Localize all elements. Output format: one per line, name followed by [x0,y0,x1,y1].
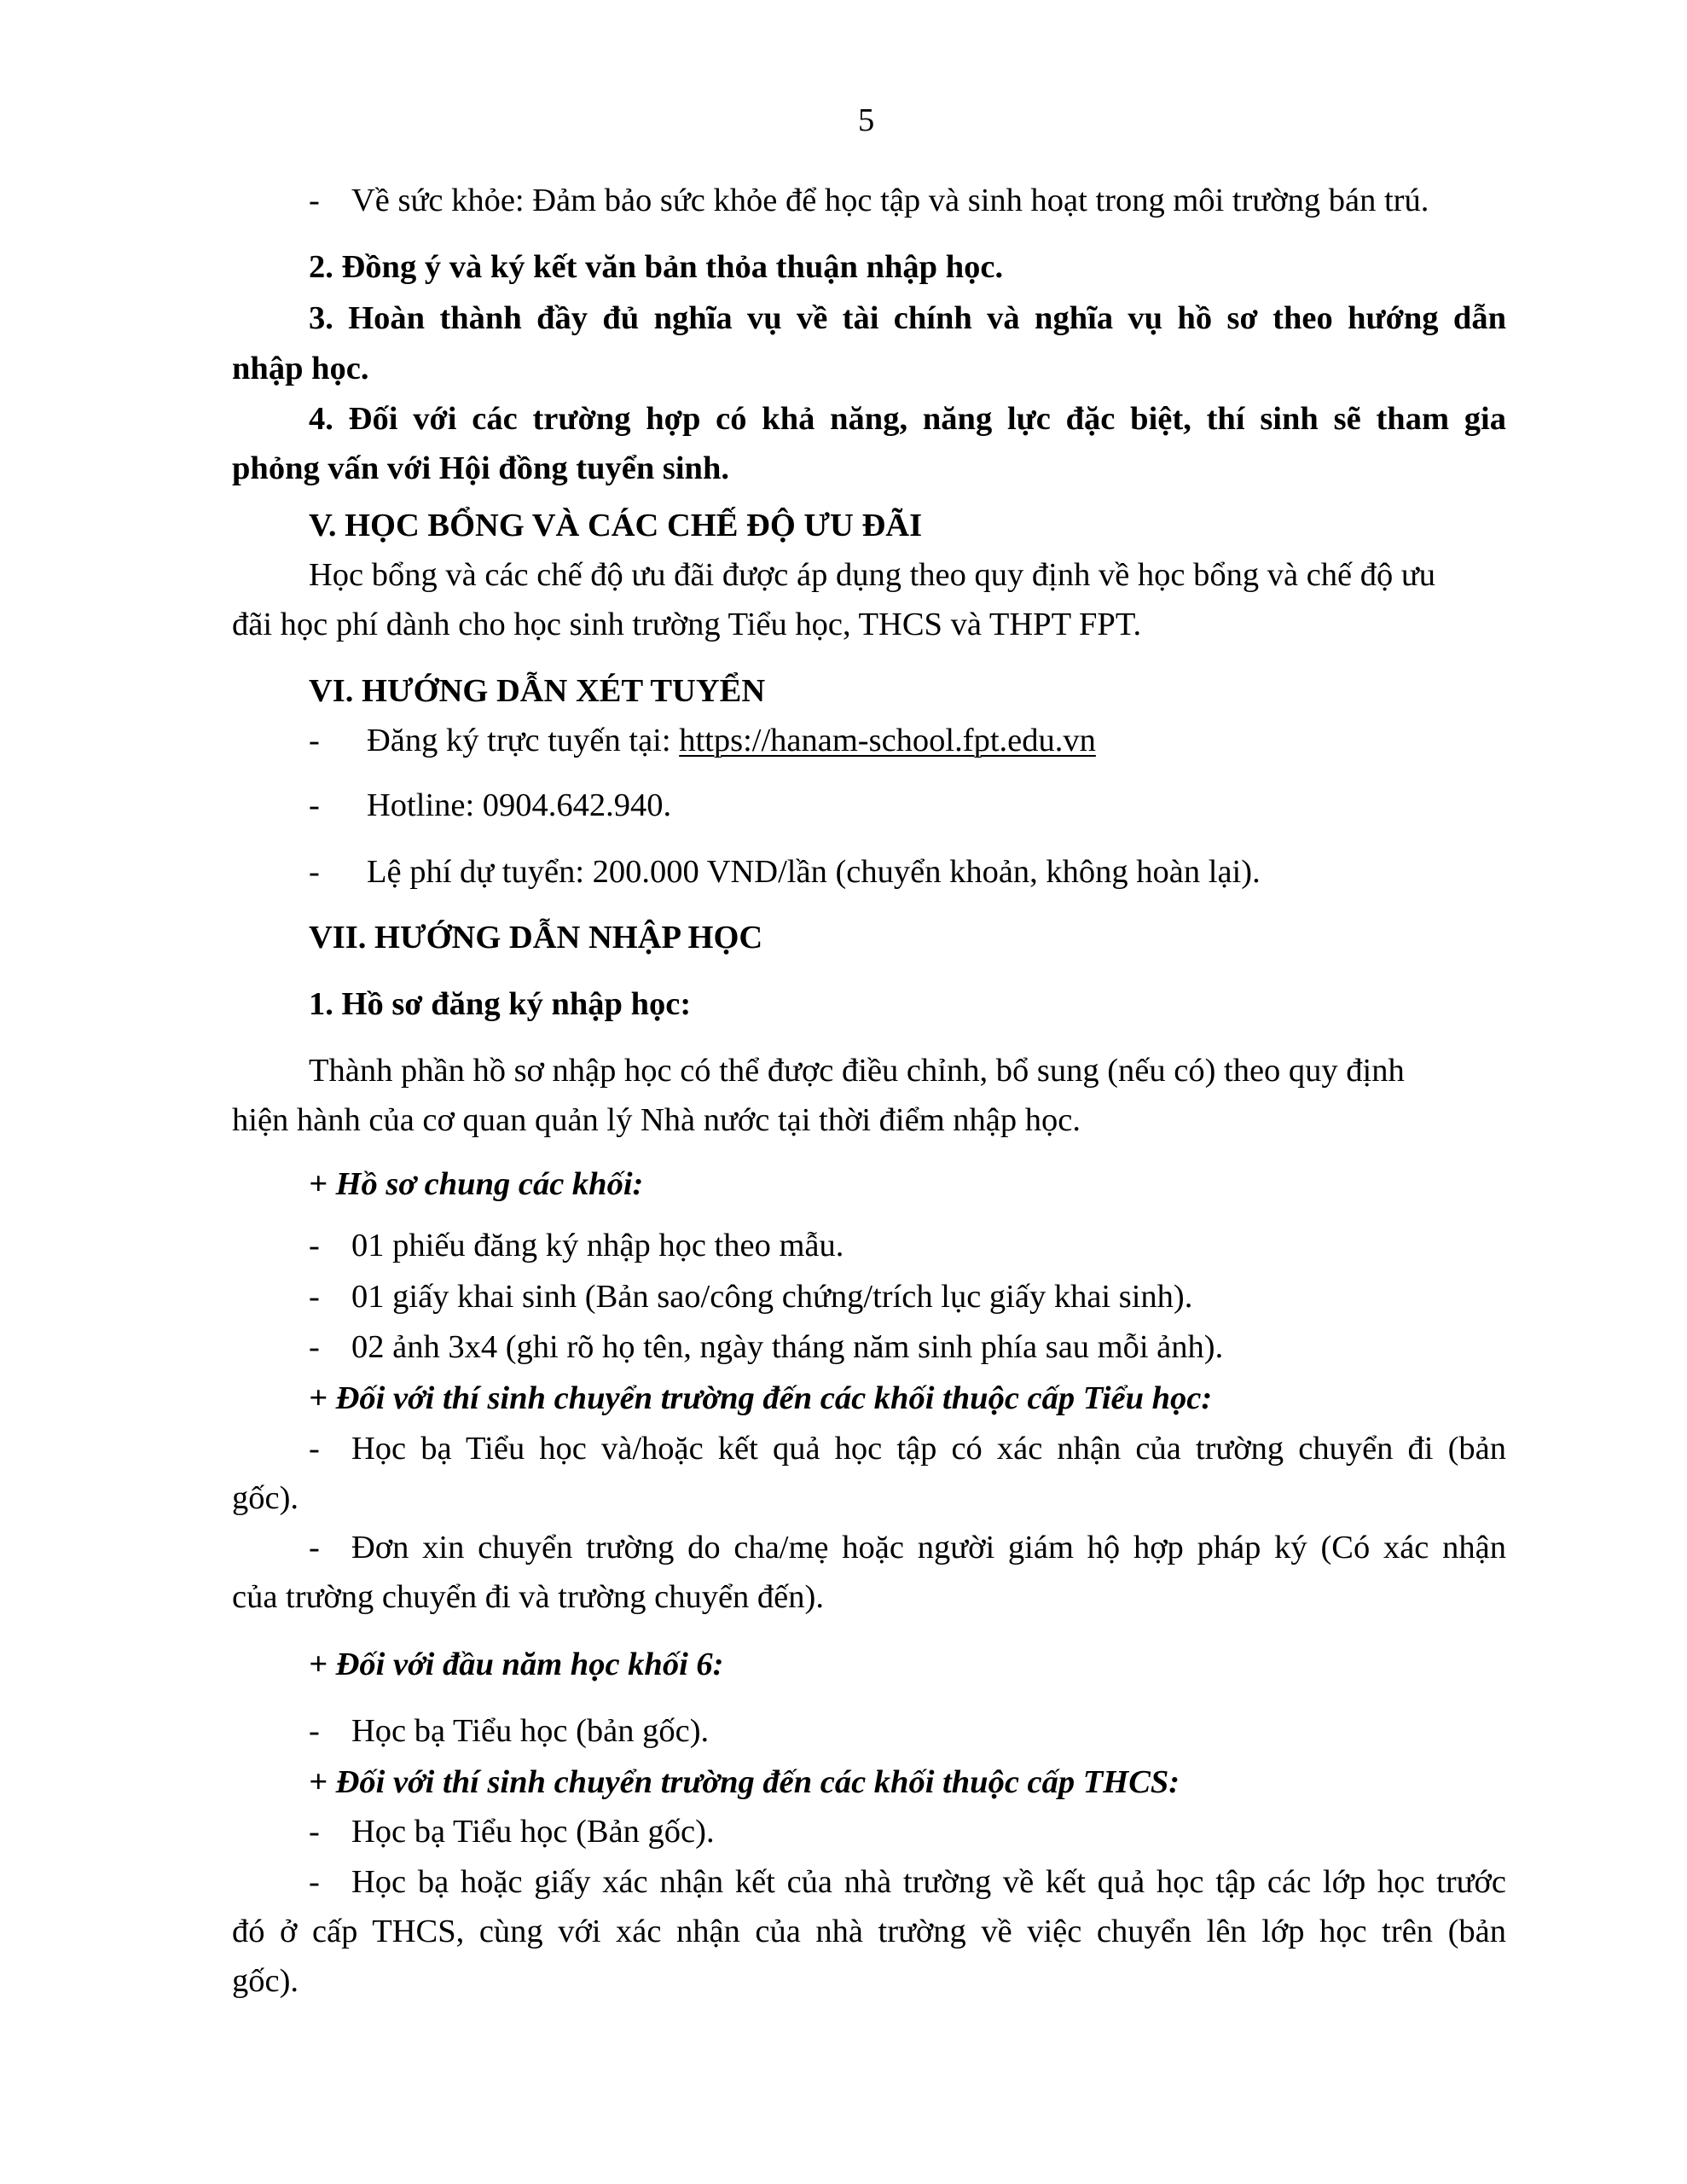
primary-doc-1-line2: gốc). [232,1480,299,1516]
section-5-paragraph-line1: Học bổng và các chế độ ưu đãi được áp dụng theo quy định về học bổng và chế độ ưu [309,557,1436,593]
section-5-paragraph-line2: đãi học phí dành cho học sinh trường Tiểu học, THCS và THPT FPT. [232,607,1142,642]
health-text: Về sức khỏe: Đảm bảo sức khỏe để học tập và sinh hoạt trong môi trường bán trú. [351,183,1429,218]
common-docs-heading: + Hồ sơ chung các khối: [309,1166,644,1202]
section-6-heading: VI. HƯỚNG DẪN XÉT TUYỂN [309,673,766,709]
thcs-transfer-heading: + Đối với thí sinh chuyển trường đến các khối thuộc cấp THCS: [309,1764,1180,1800]
hotline-text: Hotline: 0904.642.940. [367,787,672,823]
grade6-doc-1: - Học bạ Tiểu học (bản gốc). [309,1713,710,1749]
requirement-4-line2: phỏng vấn với Hội đồng tuyển sinh. [232,450,729,486]
registration-link[interactable]: https://hanam-school.fpt.edu.vn [679,723,1096,758]
subsection-1-heading: 1. Hồ sơ đăng ký nhập học: [309,986,692,1022]
common-doc-1: - 01 phiếu đăng ký nhập học theo mẫu. [309,1228,844,1263]
requirement-3-line2: nhập học. [232,351,369,386]
fee-text: Lệ phí dự tuyển: 200.000 VND/lần (chuyển khoản, không hoàn lại). [367,854,1261,890]
common-doc-2: - 01 giấy khai sinh (Bản sao/công chứng/trích lục giấy khai sinh). [309,1279,1193,1315]
hotline: - Hotline: 0904.642.940. [309,787,672,823]
primary-doc-2-line1: - Đơn xin chuyển trường do cha/mẹ hoặc người giám hộ hợp pháp ký (Có xác nhận [309,1530,1506,1565]
thcs-doc-2-text: Học bạ hoặc giấy xác nhận kết của nhà trường về kết quả học tập các lớp học trước [351,1864,1506,1900]
primary-doc-2-line2: của trường chuyển đi và trường chuyển đến). [232,1579,824,1615]
registration-label: Đăng ký trực tuyến tại: [367,723,680,758]
common-doc-1-text: 01 phiếu đăng ký nhập học theo mẫu. [351,1228,844,1263]
thcs-doc-1-text: Học bạ Tiểu học (Bản gốc). [351,1814,715,1850]
common-doc-3-text: 02 ảnh 3x4 (ghi rõ họ tên, ngày tháng năm sinh phía sau mỗi ảnh). [351,1329,1224,1365]
section-7-heading: VII. HƯỚNG DẪN NHẬP HỌC [309,920,763,956]
page-number: 5 [858,102,875,138]
thcs-doc-2-line1: - Học bạ hoặc giấy xác nhận kết của nhà trường về kết quả học tập các lớp học trước [309,1864,1506,1900]
common-doc-2-text: 01 giấy khai sinh (Bản sao/công chứng/trích lục giấy khai sinh). [351,1279,1193,1315]
requirement-2: 2. Đồng ý và ký kết văn bản thỏa thuận nhập học. [309,249,1004,285]
section-5-heading: V. HỌC BỔNG VÀ CÁC CHẾ ĐỘ ƯU ĐÃI [309,508,923,543]
thcs-doc-2-line3: gốc). [232,1963,299,1999]
primary-doc-1-text: Học bạ Tiểu học và/hoặc kết quả học tập có xác nhận của trường chuyển đi (bản [351,1431,1506,1467]
health-requirement: - Về sức khỏe: Đảm bảo sức khỏe để học tập và sinh hoạt trong môi trường bán trú. [309,183,1429,218]
requirement-3-line1: 3. Hoàn thành đầy đủ nghĩa vụ về tài chính và nghĩa vụ hồ sơ theo hướng dẫn [309,300,1506,336]
grade6-doc-1-text: Học bạ Tiểu học (bản gốc). [351,1713,710,1749]
primary-doc-2-text: Đơn xin chuyển trường do cha/mẹ hoặc người giám hộ hợp pháp ký (Có xác nhận [351,1530,1506,1565]
primary-transfer-heading: + Đối với thí sinh chuyển trường đến các khối thuộc cấp Tiểu học: [309,1380,1213,1416]
thcs-doc-2-line2: đó ở cấp THCS, cùng với xác nhận của nhà trường về việc chuyển lên lớp học trên (bản [232,1914,1506,1949]
requirement-4-line1: 4. Đối với các trường hợp có khả năng, năng lực đặc biệt, thí sinh sẽ tham gia [309,401,1506,437]
common-doc-3: - 02 ảnh 3x4 (ghi rõ họ tên, ngày tháng năm sinh phía sau mỗi ảnh). [309,1329,1224,1365]
grade6-heading: + Đối với đầu năm học khối 6: [309,1647,724,1682]
thcs-doc-1: - Học bạ Tiểu học (Bản gốc). [309,1814,715,1850]
application-fee: - Lệ phí dự tuyển: 200.000 VND/lần (chuyển khoản, không hoàn lại). [309,854,1261,890]
intro-line2: hiện hành của cơ quan quản lý Nhà nước tại thời điểm nhập học. [232,1102,1081,1138]
online-registration: - Đăng ký trực tuyến tại: https://hanam-school.fpt.edu.vn [309,723,1096,758]
intro-line1: Thành phần hồ sơ nhập học có thể được điều chỉnh, bổ sung (nếu có) theo quy định [309,1053,1405,1089]
primary-doc-1-line1: - Học bạ Tiểu học và/hoặc kết quả học tập có xác nhận của trường chuyển đi (bản [309,1431,1506,1467]
